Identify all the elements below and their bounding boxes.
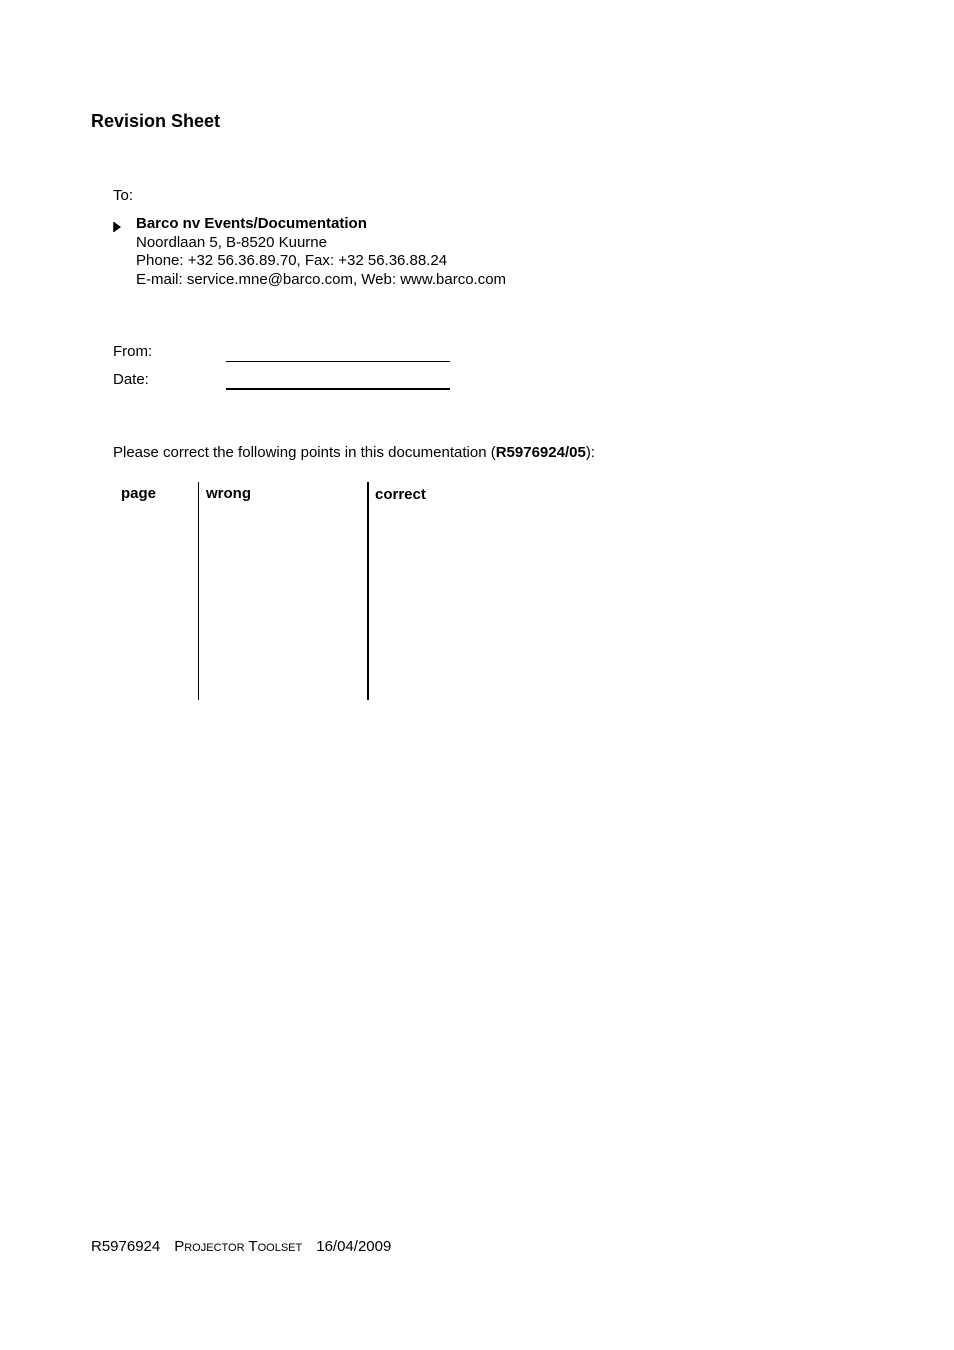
footer-doc-number: R5976924: [91, 1238, 161, 1255]
recipient-phone-fax: Phone: +32 56.36.89.70, Fax: +32 56.36.88.24: [136, 252, 448, 269]
date-field-line[interactable]: [226, 388, 450, 390]
intro-prefix: Please correct the following points in this documentation (: [113, 444, 496, 461]
doc-reference: R5976924/05: [495, 444, 586, 461]
footer-product: Projector Toolset: [174, 1238, 303, 1255]
column-header-wrong: wrong: [206, 485, 251, 502]
column-divider: [198, 482, 199, 700]
column-header-correct: correct: [375, 486, 426, 503]
date-label: Date:: [113, 371, 149, 388]
correction-instructions: [113, 444, 595, 461]
to-label: To:: [113, 187, 134, 204]
from-field-line[interactable]: [226, 361, 450, 362]
intro-suffix: ):: [585, 444, 595, 461]
recipient-address: [136, 215, 506, 289]
page-footer: [91, 1238, 391, 1255]
recipient-name: Barco nv Events/Documentation: [136, 215, 367, 232]
page-title: Revision Sheet: [91, 111, 221, 131]
recipient-email-web: E-mail: service.mne@barco.com, Web: www.barco.com: [136, 270, 507, 288]
footer-date: 16/04/2009: [316, 1238, 392, 1255]
recipient-street: Noordlaan 5, B-8520 Kuurne: [136, 233, 327, 251]
column-divider: [367, 482, 369, 700]
triangle-right-icon: [112, 221, 124, 233]
column-header-page: page: [121, 485, 157, 502]
from-label: From:: [113, 343, 153, 360]
